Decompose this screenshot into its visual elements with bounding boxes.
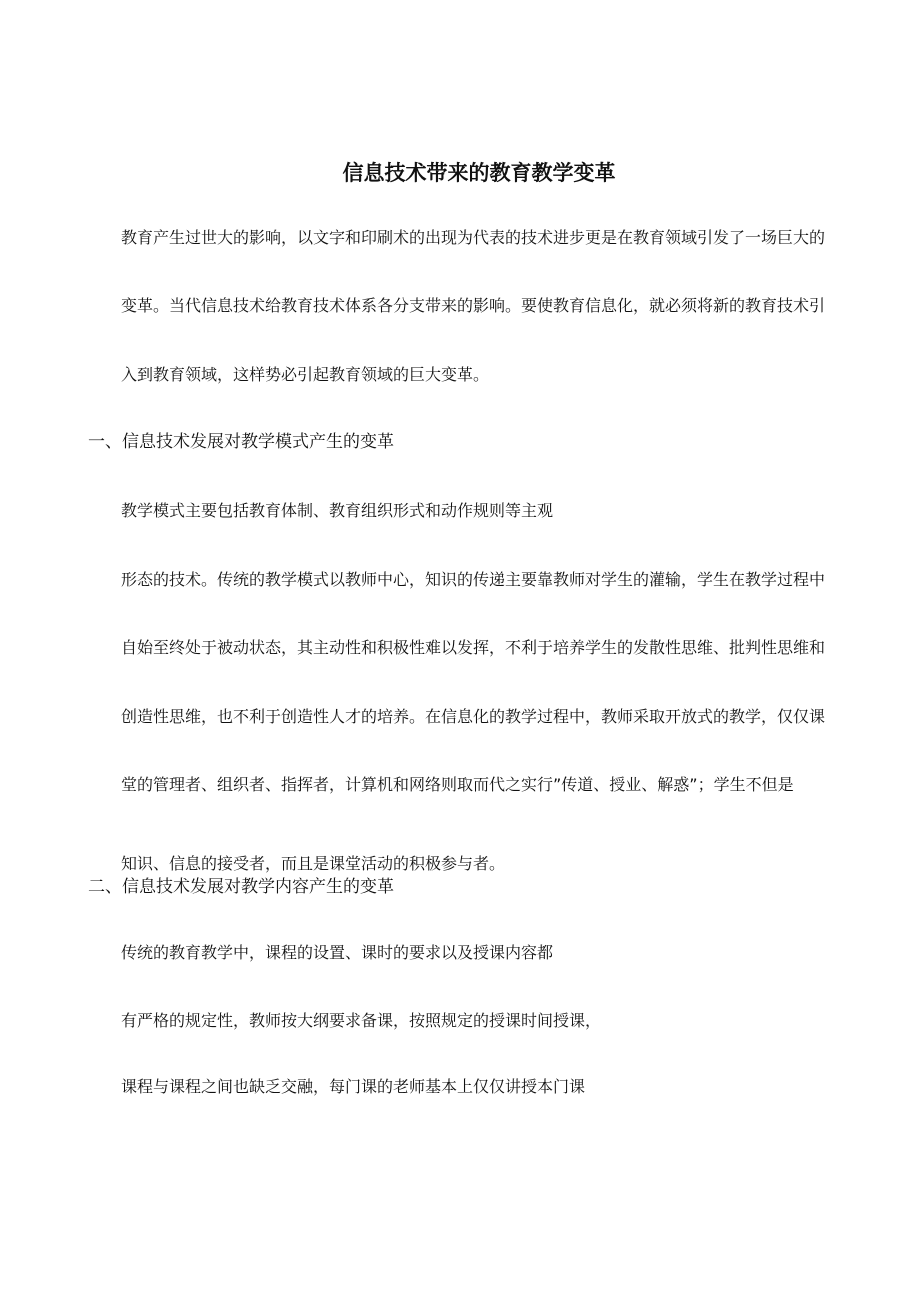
section-1-line-3: 自始至终处于被动状态，其主动性和积极性难以发挥，不利于培养学生的发散性思维、批判性思维和 [121, 638, 826, 657]
section-1-line-2: 形态的技术。传统的教学模式以教师中心，知识的传递主要靠教师对学生的灌输，学生在教学过程中 [121, 570, 826, 589]
section-2-line-2: 有严格的规定性，教师按大纲要求备课，按照规定的授课时间授课， [121, 1011, 602, 1030]
intro-line-3: 入到教育领域，这样势必引起教育领域的巨大变革。 [121, 365, 490, 384]
section-2-heading: 二、信息技术发展对教学内容产生的变革 [88, 877, 394, 897]
intro-line-1: 教育产生过世大的影响，以文字和印刷术的出现为代表的技术进步更是在教育领域引发了一场巨大的 [121, 228, 826, 247]
intro-line-2: 变革。当代信息技术给教育技术体系各分支带来的影响。要使教育信息化，就必须将新的教育技术引 [121, 296, 826, 315]
section-1-line-5: 堂的管理者、组织者、指挥者，计算机和网络则取而代之实行”传道、授业、解惑”；学生不但是 [121, 775, 794, 794]
page-title: 信息技术带来的教育教学变革 [342, 161, 616, 185]
section-1-line-4: 创造性思维，也不利于创造性人才的培养。在信息化的教学过程中，教师采取开放式的教学，仅仅课 [121, 707, 826, 726]
section-1-line-1: 教学模式主要包括教育体制、教育组织形式和动作规则等主观 [121, 501, 554, 520]
section-2-line-1: 传统的教育教学中，课程的设置、课时的要求以及授课内容都 [121, 943, 554, 962]
section-2-line-3: 课程与课程之间也缺乏交融，每门课的老师基本上仅仅讲授本门课 [121, 1077, 586, 1096]
section-1-heading: 一、信息技术发展对教学模式产生的变革 [88, 432, 394, 452]
section-1-line-6: 知识、信息的接受者，而且是课堂活动的积极参与者。 [121, 854, 506, 873]
